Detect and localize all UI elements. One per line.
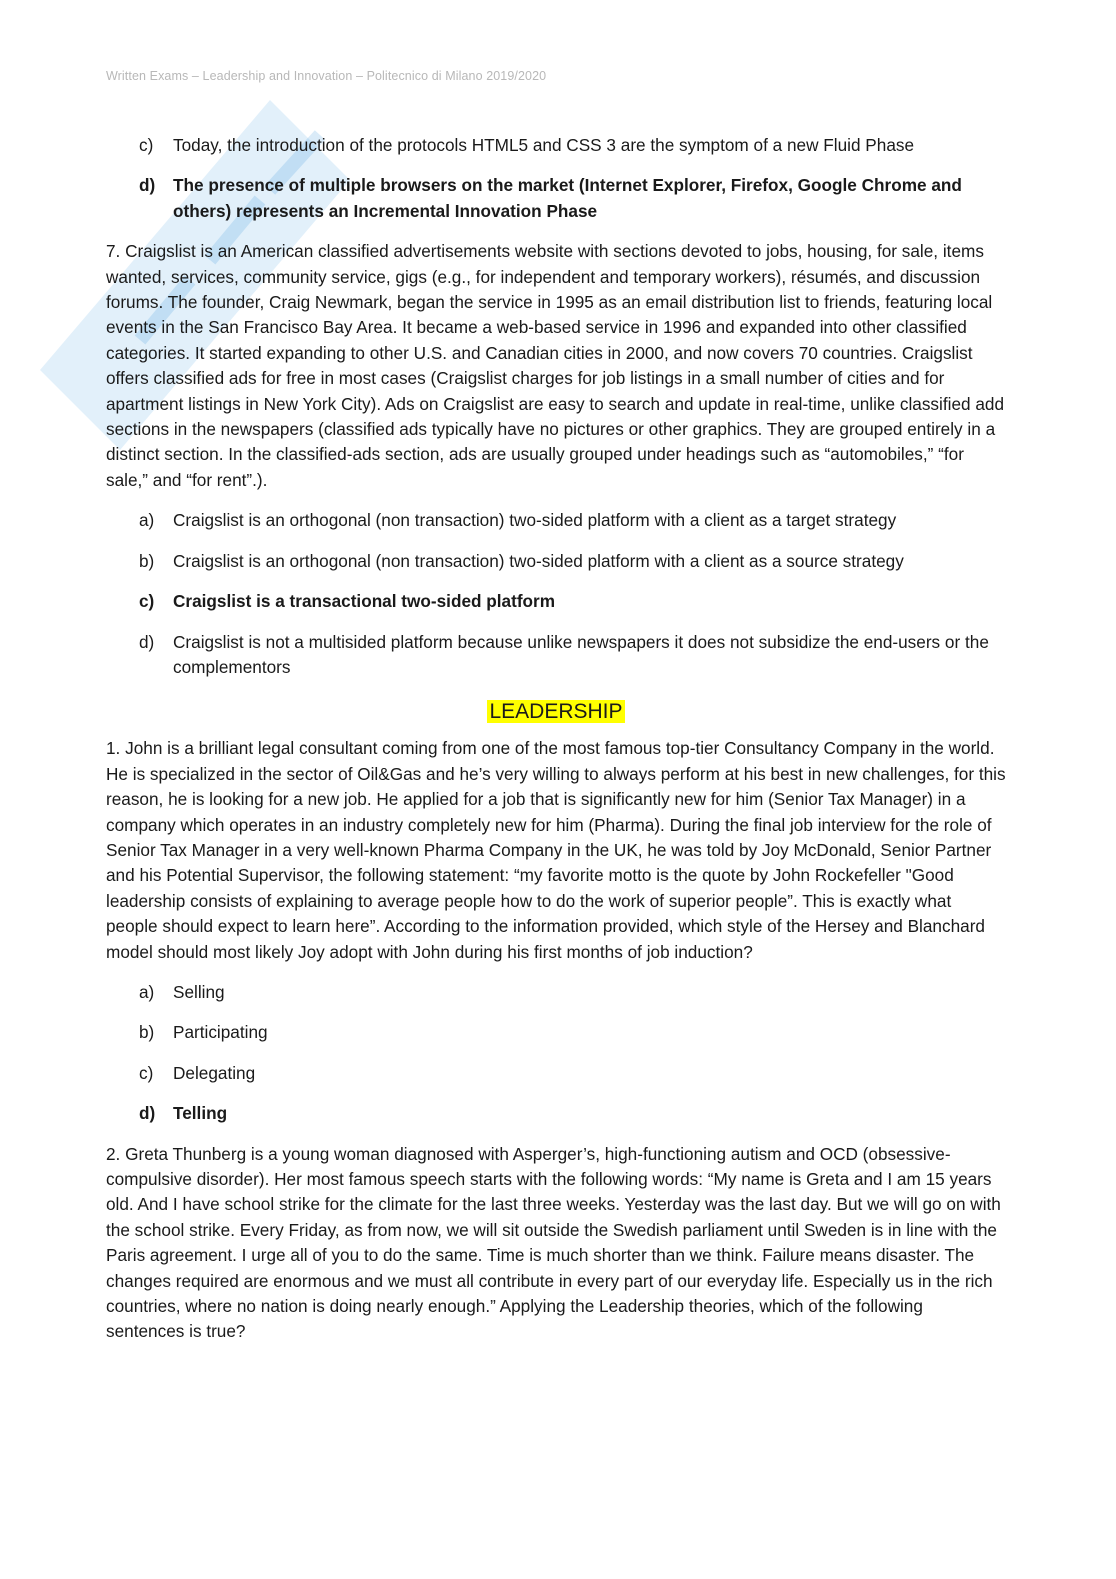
section-title-leadership: LEADERSHIP xyxy=(489,700,623,724)
option-letter: d) xyxy=(139,175,156,196)
option-letter: c) xyxy=(139,591,155,612)
section-heading xyxy=(106,697,1006,727)
l1-option-b xyxy=(106,1020,1006,1045)
option-letter: a) xyxy=(139,510,155,531)
document-body xyxy=(106,133,1006,1345)
option-letter: c) xyxy=(139,135,154,155)
q7-option-b xyxy=(106,549,1006,574)
l1-option-c xyxy=(106,1061,1006,1086)
option-letter: a) xyxy=(139,981,155,1002)
option-text: Selling xyxy=(173,981,225,1002)
q7-option-a xyxy=(106,508,1006,533)
leadership-question-1-text: 1. John is a brilliant legal consultant coming from one of the most famous top-tier Consultancy Company in the world. He is specialized in the sector of Oil&Gas and he’s very willing to always perform at his best in new challenges, for this reason, he is looking for a new job. He applied for a job that is significantly new for him (Senior Tax Manager) in a company which operates in an industry completely new for him (Pharma). During the final job interview for the role of Senior Tax Manager in a very well-known Pharma Company in the UK, he was told by Joy McDonald, Senior Partner and his Potential Supervisor, the following statement: “my favorite motto is the quote by John Rockefeller "Good leadership consists of explaining to average people how to do the work of superior people”. This is exactly what people should expect to learn here”. According to the information provided, which style of the Hersey and Blanchard model should most likely Joy adopt with John during his first months of job induction? xyxy=(106,738,1006,962)
q6-option-c xyxy=(106,133,1006,158)
option-letter: d) xyxy=(139,631,155,652)
option-text: Craigslist is an orthogonal (non transaction) two-sided platform with a client as a target strategy xyxy=(173,510,897,531)
option-text: Telling xyxy=(173,1103,228,1124)
option-text: Craigslist is a transactional two-sided platform xyxy=(173,591,556,612)
option-text: Today, the introduction of the protocols HTML5 and CSS 3 are the symptom of a new Fluid Phase xyxy=(173,135,915,155)
l1-option-d-correct xyxy=(106,1101,1006,1126)
option-text: Participating xyxy=(173,1022,268,1043)
option-text: Craigslist is not a multisided platform because unlike newspapers it does not subsidize the end-users or the complementors xyxy=(173,631,989,677)
question-7-text: 7. Craigslist is an American classified advertisements website with sections devoted to jobs, housing, for sale, items wanted, services, community service, gigs (e.g., for independent and temporary workers), résumés, and discussion forums. The founder, Craig Newmark, began the service in 1995 as an email distribution list to friends, featuring local events in the San Francisco Bay Area. It became a web-based service in 1996 and expanded into other classified categories. It started expanding to other U.S. and Canadian cities in 2000, and now covers 70 countries. Craigslist offers classified ads for free in most cases (Craigslist charges for job listings in a small number of cities and for apartment listings in New York City). Ads on Craigslist are easy to search and update in real-time, unlike classified add sections in the newspapers (classified ads typically have no pictures or other graphics. They are grouped entirely in a distinct section. In the classified-ads section, ads are usually grouped under headings such as “automobiles,” “for sale,” and “for rent”.). xyxy=(106,241,1005,490)
l1-option-a xyxy=(106,980,1006,1005)
option-letter: b) xyxy=(139,1022,155,1043)
option-letter: c) xyxy=(139,1062,154,1083)
option-text: The presence of multiple browsers on the market (Internet Explorer, Firefox, Google Chrome and others) represents an Incremental Innovation Phase xyxy=(173,175,962,221)
q6-option-d-correct xyxy=(106,173,1006,224)
option-text: Craigslist is an orthogonal (non transaction) two-sided platform with a client as a source strategy xyxy=(173,550,904,571)
option-text: Delegating xyxy=(173,1062,256,1083)
leadership-question-2-text: 2. Greta Thunberg is a young woman diagnosed with Asperger’s, high-functioning autism and OCD (obsessive-compulsive disorder). Her most famous speech starts with the following words: “My name is Greta and I am 15 years old. And I have school strike for the climate for the last three weeks. Yesterday was the last day. But we will go on with the school strike. Every Friday, as from now, we will sit outside the Swedish parliament until Sweden is in line with the Paris agreement. I urge all of you to do the same. Time is much shorter than we think. Failure means disaster. The changes required are enormous and we must all contribute in every part of our everyday life. Especially us in the rich countries, where no nation is doing nearly enough.” Applying the Leadership theories, which of the following sentences is true? xyxy=(106,1143,1001,1342)
option-letter: d) xyxy=(139,1103,156,1124)
option-letter: b) xyxy=(139,550,155,571)
q7-option-c-correct xyxy=(106,589,1006,614)
q7-option-d xyxy=(106,630,1006,681)
page-header: Written Exams – Leadership and Innovation – Politecnico di Milano 2019/2020 xyxy=(106,69,547,83)
